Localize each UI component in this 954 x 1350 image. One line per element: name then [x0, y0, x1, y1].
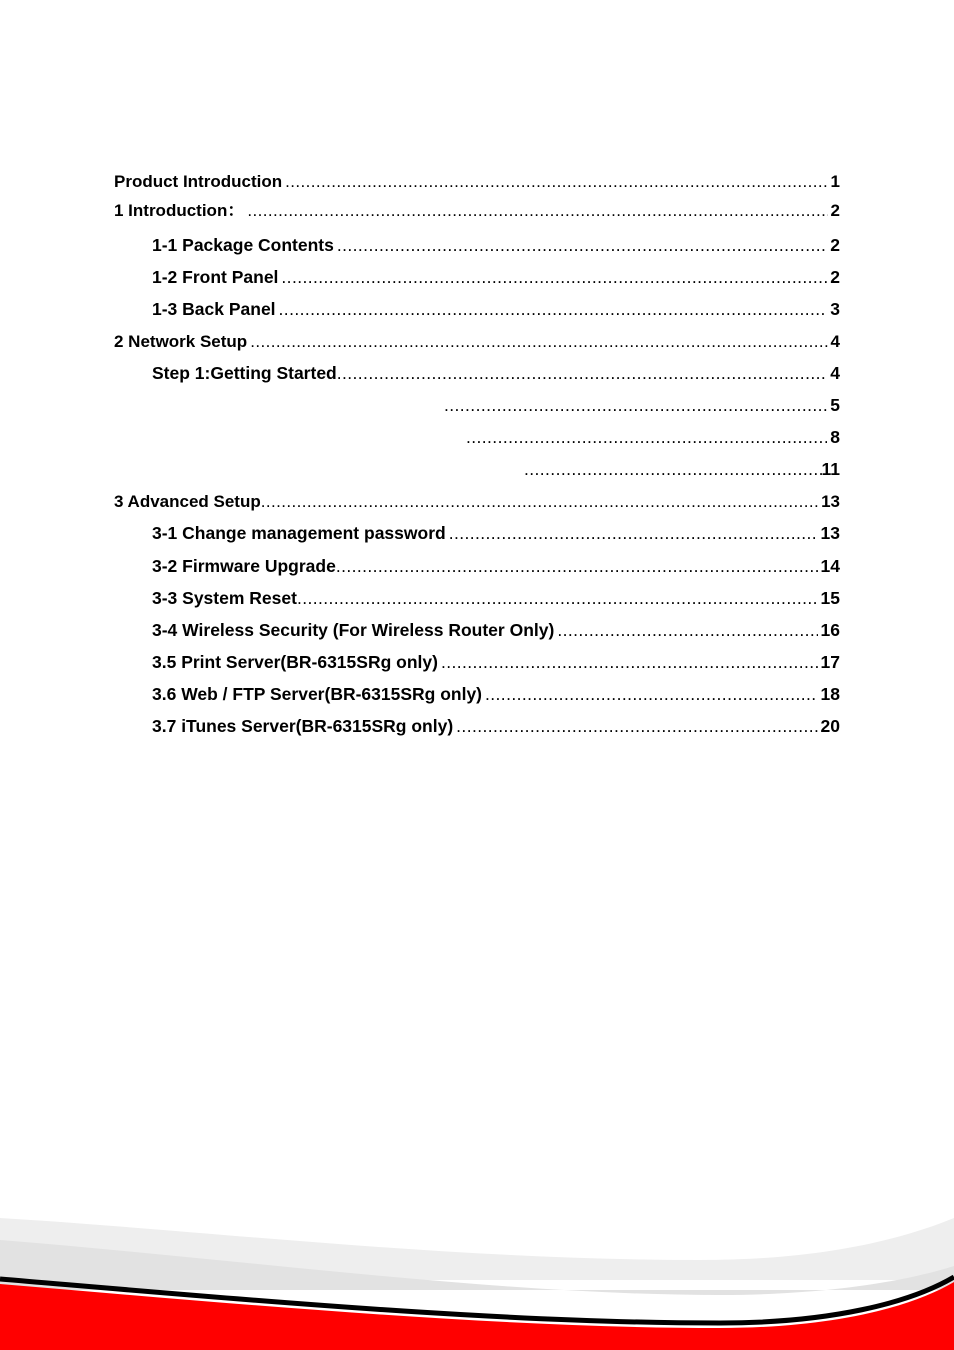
dot-leader: [250, 332, 827, 352]
toc-entry-page: 14: [820, 556, 840, 576]
toc-entry-title: 3 Advanced Setup: [114, 492, 261, 511]
toc-entry-title: 1-3 Back Panel: [152, 299, 276, 319]
toc-entry-title: 3-4 Wireless Security (For Wireless Router Only): [152, 620, 555, 640]
toc-entry-page: 11: [821, 459, 840, 479]
toc-entry-title: 3-1 Change management password: [152, 523, 446, 543]
toc-entry-page: 16: [820, 620, 840, 640]
toc-entry-product-introduction[interactable]: [114, 166, 840, 192]
toc-entry-firmware-upgrade[interactable]: [152, 551, 840, 577]
toc-entry-title: 3-3 System Reset: [152, 588, 297, 608]
toc-entry-page: 2: [830, 201, 840, 220]
toc-entry-page: 4: [830, 363, 840, 383]
toc-entry-title: 3.5 Print Server(BR-6315SRg only): [152, 652, 438, 672]
toc-entry-page: 18: [820, 684, 840, 704]
toc-entry-system-reset[interactable]: [152, 583, 840, 609]
toc-entry-package-contents[interactable]: [152, 230, 840, 256]
toc-entry-title: 2 Network Setup: [114, 332, 248, 351]
toc-entry-advanced-setup[interactable]: [114, 486, 840, 512]
dot-leader: [279, 299, 828, 320]
dot-leader: [285, 172, 827, 192]
dot-leader: [444, 395, 827, 416]
dot-leader: [337, 363, 828, 384]
toc-entry-title: 1 Introduction：: [114, 201, 245, 220]
toc-entry-untitled-8[interactable]: [466, 422, 840, 448]
toc-entry-wireless-security[interactable]: [152, 615, 840, 641]
toc-entry-web-ftp-server[interactable]: [152, 679, 840, 705]
toc-entry-page: 8: [830, 427, 840, 447]
toc-entry-untitled-11[interactable]: [524, 454, 840, 480]
toc-entry-title: 3.7 iTunes Server(BR-6315SRg only): [152, 716, 454, 736]
toc-entry-title: Step 1:Getting Started: [152, 363, 337, 383]
toc-entry-page: 13: [821, 492, 840, 511]
toc-entry-page: 3: [830, 299, 840, 319]
dot-leader: [336, 556, 818, 577]
dot-leader: [337, 235, 827, 256]
dot-leader: [297, 588, 818, 609]
toc-entry-page: 13: [820, 523, 840, 543]
dot-leader: [261, 492, 818, 512]
dot-leader: [281, 267, 827, 288]
toc-entry-change-password[interactable]: [152, 518, 840, 544]
footer-decoration: [0, 1200, 954, 1350]
dot-leader: [524, 459, 822, 480]
dot-leader: [247, 201, 827, 221]
toc-entry-page: 1: [830, 172, 840, 191]
toc-entry-title: Product Introduction: [114, 172, 283, 191]
toc-entry-front-panel[interactable]: [152, 262, 840, 288]
toc-entry-page: 2: [830, 235, 840, 255]
toc-entry-print-server[interactable]: [152, 647, 840, 673]
dot-leader: [485, 684, 818, 705]
toc-entry-page: 17: [820, 652, 840, 672]
toc-entry-title: 1-1 Package Contents: [152, 235, 334, 255]
toc-entry-page: 15: [820, 588, 840, 608]
dot-leader: [449, 523, 818, 544]
toc-entry-page: 5: [830, 395, 840, 415]
toc-entry-title: 1-2 Front Panel: [152, 267, 279, 287]
toc-entry-network-setup[interactable]: [114, 326, 840, 352]
toc-entry-page: 4: [830, 332, 840, 351]
toc-entry-title: 3.6 Web / FTP Server(BR-6315SRg only): [152, 684, 483, 704]
dot-leader: [466, 427, 827, 448]
dot-leader: [441, 652, 818, 673]
toc-entry-page: 20: [820, 716, 840, 736]
dot-leader: [557, 620, 817, 641]
toc-entry-introduction[interactable]: [114, 195, 840, 221]
toc-entry-getting-started[interactable]: [152, 358, 840, 384]
dot-leader: [456, 716, 817, 737]
toc-entry-untitled-5[interactable]: [444, 390, 840, 416]
toc-entry-back-panel[interactable]: [152, 294, 840, 320]
toc-entry-itunes-server[interactable]: [152, 711, 840, 737]
toc-entry-page: 2: [830, 267, 840, 287]
toc-entry-title: 3-2 Firmware Upgrade: [152, 556, 336, 576]
